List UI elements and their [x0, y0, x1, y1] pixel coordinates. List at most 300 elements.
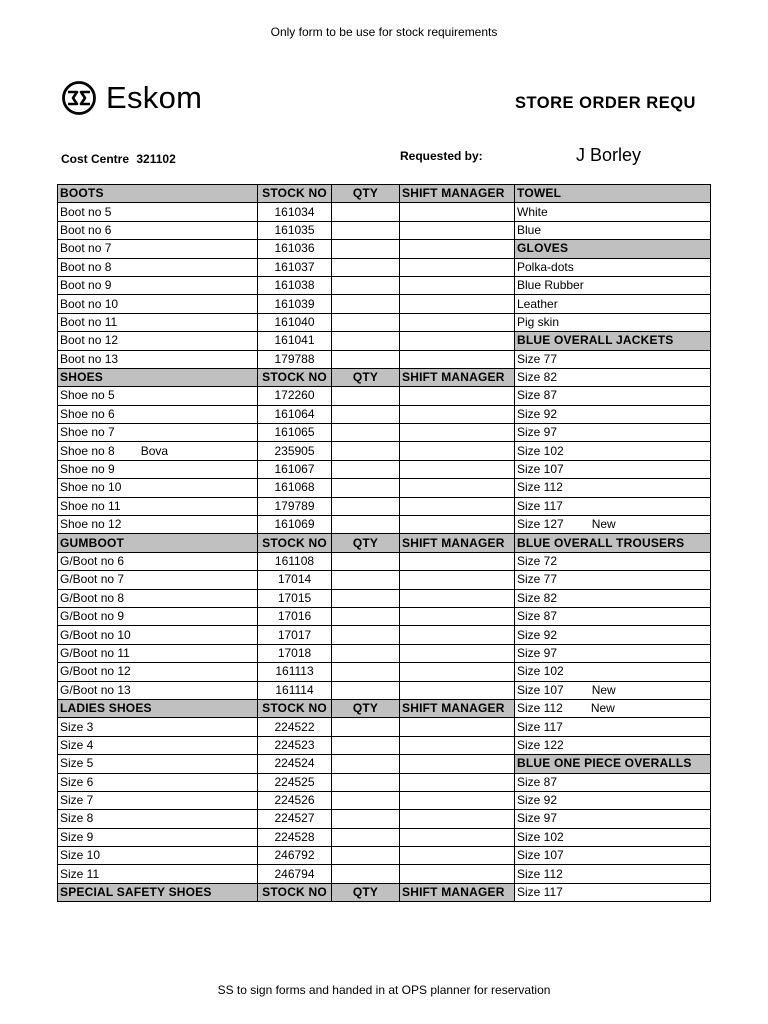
shift-manager-cell[interactable] [400, 571, 515, 589]
stock-no-cell: 161038 [258, 276, 332, 294]
qty-cell[interactable] [332, 663, 400, 681]
right-item-name [515, 883, 711, 901]
qty-cell[interactable] [332, 479, 400, 497]
stock-no-cell: 224526 [258, 791, 332, 809]
qty-cell[interactable] [332, 258, 400, 276]
brand-name: Eskom [106, 80, 203, 115]
item-label: Size 6 [60, 774, 94, 789]
stock-no-cell: 161108 [258, 552, 332, 570]
qty-cell[interactable] [332, 221, 400, 239]
shift-manager-cell[interactable] [400, 736, 515, 754]
qty-header: QTY [332, 699, 400, 717]
table-row [58, 607, 711, 625]
item-name [58, 571, 258, 589]
right-section-name [515, 755, 711, 773]
item-label: Boot no 6 [60, 222, 112, 237]
stock-no-cell: 224527 [258, 810, 332, 828]
table-row [58, 460, 711, 478]
stock-no-cell: 161040 [258, 313, 332, 331]
table-row [58, 424, 711, 442]
shift-manager-cell[interactable] [400, 626, 515, 644]
right-item-label: Polka-dots [517, 259, 574, 274]
item-label: G/Boot no 6 [60, 554, 125, 568]
table-row [58, 332, 711, 350]
shift-manager-cell[interactable] [400, 479, 515, 497]
item-label: Boot no 8 [60, 259, 112, 274]
right-item-label: Size 77 [517, 572, 558, 587]
item-name [58, 221, 258, 239]
qty-cell[interactable] [332, 847, 400, 865]
eskom-logo-icon [62, 81, 100, 115]
qty-cell[interactable] [332, 755, 400, 773]
right-item-label: Size 97 [517, 425, 558, 440]
cost-centre [61, 152, 180, 166]
right-item-name [515, 442, 711, 460]
right-item-label: Size 92 [517, 793, 558, 808]
table-row [58, 313, 711, 331]
stock-no-header: STOCK NO [258, 534, 332, 552]
right-item-label: Size 107 [517, 462, 564, 477]
qty-cell[interactable] [332, 681, 400, 699]
stock-no-cell: 17017 [258, 626, 332, 644]
shift-manager-cell[interactable] [400, 276, 515, 294]
right-item-name [515, 571, 711, 589]
shift-manager-cell[interactable] [400, 424, 515, 442]
item-label: Shoe no 5 [60, 388, 115, 403]
item-label: G/Boot no 8 [60, 590, 125, 605]
right-item-label: Size 97 [517, 811, 558, 826]
item-name [58, 736, 258, 754]
shift-manager-cell[interactable] [400, 865, 515, 883]
item-label: BOOTS [60, 186, 104, 201]
shift-manager-cell[interactable] [400, 203, 515, 221]
right-item-name [515, 276, 711, 294]
stock-no-cell: 235905 [258, 442, 332, 460]
right-item-name [515, 387, 711, 405]
item-name [58, 644, 258, 662]
right-item-name [515, 552, 711, 570]
table-row [58, 276, 711, 294]
item-name [58, 755, 258, 773]
shift-manager-cell[interactable] [400, 221, 515, 239]
right-item-label: Size 72 [517, 554, 558, 568]
item-label: SPECIAL SAFETY SHOES [60, 885, 212, 900]
item-label: G/Boot no 11 [60, 645, 130, 660]
table-row [58, 847, 711, 865]
table-row [58, 810, 711, 828]
stock-no-cell: 161114 [258, 681, 332, 699]
section-header-row [58, 699, 711, 717]
stock-no-cell: 224522 [258, 718, 332, 736]
qty-cell[interactable] [332, 387, 400, 405]
right-item-name [515, 589, 711, 607]
item-name [58, 295, 258, 313]
item-label: Shoe no 6 [60, 406, 115, 421]
right-item-label: BLUE ONE PIECE OVERALLS [517, 756, 692, 771]
item-name [58, 479, 258, 497]
right-item-label: BLUE OVERALL JACKETS [517, 333, 674, 348]
shift-manager-header: SHIFT MANAGER [400, 883, 515, 901]
table-row [58, 516, 711, 534]
shift-manager-header: SHIFT MANAGER [400, 699, 515, 717]
right-item-label: GLOVES [517, 241, 569, 256]
item-label: LADIES SHOES [60, 701, 152, 716]
right-item-label: Size 102 [517, 443, 564, 458]
item-label: Boot no 10 [60, 296, 119, 311]
item-label: Boot no 7 [60, 241, 112, 256]
new-badge: New [591, 517, 616, 532]
item-name [58, 552, 258, 570]
table-row [58, 681, 711, 699]
right-item-label: Size 122 [517, 737, 564, 752]
right-item-name [515, 203, 711, 221]
right-item-name [515, 828, 711, 846]
right-item-name [515, 699, 711, 717]
table-row [58, 589, 711, 607]
shift-manager-cell[interactable] [400, 644, 515, 662]
table-row [58, 773, 711, 791]
right-section-name [515, 332, 711, 350]
stock-no-cell: 161068 [258, 479, 332, 497]
qty-cell[interactable] [332, 332, 400, 350]
item-label: Shoe no 9 [60, 462, 115, 477]
qty-cell[interactable] [332, 718, 400, 736]
stock-no-cell: 161067 [258, 460, 332, 478]
right-item-label: Size 102 [517, 664, 564, 679]
shift-manager-cell[interactable] [400, 810, 515, 828]
right-item-label: BLUE OVERALL TROUSERS [517, 535, 685, 550]
qty-cell[interactable] [332, 516, 400, 534]
qty-cell[interactable] [332, 240, 400, 258]
item-name [58, 865, 258, 883]
table-row [58, 552, 711, 570]
right-item-label: Size 87 [517, 388, 558, 403]
qty-cell[interactable] [332, 442, 400, 460]
item-name [58, 497, 258, 515]
table-row [58, 865, 711, 883]
new-badge: New [591, 682, 616, 697]
stock-no-cell: 179789 [258, 497, 332, 515]
right-item-name [515, 718, 711, 736]
qty-cell[interactable] [332, 460, 400, 478]
table-row [58, 240, 711, 258]
right-item-name [515, 221, 711, 239]
qty-header: QTY [332, 185, 400, 203]
right-item-label: Size 117 [517, 498, 563, 513]
item-name [58, 516, 258, 534]
stock-no-cell: 161069 [258, 516, 332, 534]
item-label: Shoe no 11 [60, 498, 121, 513]
shift-manager-cell[interactable] [400, 773, 515, 791]
shift-manager-cell[interactable] [400, 313, 515, 331]
table-row [58, 718, 711, 736]
stock-no-header: STOCK NO [258, 185, 332, 203]
table-row [58, 497, 711, 515]
item-name [58, 607, 258, 625]
right-item-label: Size 82 [517, 590, 558, 605]
table-row [58, 755, 711, 773]
section-name [58, 699, 258, 717]
item-label: Size 3 [60, 719, 94, 734]
item-label: Boot no 9 [60, 278, 112, 293]
shift-manager-cell[interactable] [400, 295, 515, 313]
shift-manager-cell[interactable] [400, 387, 515, 405]
stock-no-cell: 224523 [258, 736, 332, 754]
right-item-name [515, 405, 711, 423]
item-label: Size 11 [60, 866, 100, 881]
section-header-row [58, 368, 711, 386]
stock-no-cell: 246792 [258, 847, 332, 865]
stock-no-cell: 17016 [258, 607, 332, 625]
right-item-name [515, 497, 711, 515]
shift-manager-header: SHIFT MANAGER [400, 534, 515, 552]
eskom-logo [62, 80, 202, 116]
table-row [58, 736, 711, 754]
qty-cell[interactable] [332, 626, 400, 644]
stock-no-cell: 224525 [258, 773, 332, 791]
item-name [58, 313, 258, 331]
qty-cell[interactable] [332, 571, 400, 589]
qty-cell[interactable] [332, 865, 400, 883]
table-row [58, 295, 711, 313]
section-name [58, 883, 258, 901]
stock-no-cell: 17015 [258, 589, 332, 607]
shift-manager-cell[interactable] [400, 405, 515, 423]
shift-manager-header: SHIFT MANAGER [400, 368, 515, 386]
qty-cell[interactable] [332, 644, 400, 662]
right-item-label: Size 97 [517, 645, 558, 660]
item-name [58, 276, 258, 294]
item-note: Bova [140, 443, 169, 458]
item-label: G/Boot no 12 [60, 664, 131, 679]
section-header-row [58, 534, 711, 552]
item-label: Size 5 [60, 756, 94, 771]
shift-manager-cell[interactable] [400, 516, 515, 534]
right-item-name [515, 644, 711, 662]
stock-order-table [57, 184, 711, 902]
item-name [58, 258, 258, 276]
section-header-row [58, 185, 711, 203]
right-item-label: White [517, 204, 548, 219]
right-item-label: Size 127 [517, 517, 564, 532]
item-label: Size 9 [60, 829, 94, 844]
right-item-label: Size 112 [517, 866, 563, 881]
right-item-name [515, 626, 711, 644]
shift-manager-header: SHIFT MANAGER [400, 185, 515, 203]
shift-manager-cell[interactable] [400, 240, 515, 258]
right-item-label: Size 102 [517, 829, 564, 844]
right-item-name [515, 773, 711, 791]
qty-cell[interactable] [332, 313, 400, 331]
item-name [58, 442, 258, 460]
item-label: G/Boot no 10 [60, 627, 131, 642]
right-item-label: Size 107 [517, 682, 564, 697]
table-row [58, 626, 711, 644]
requested-by-label: Requested by: [400, 149, 483, 163]
stock-no-cell: 161035 [258, 221, 332, 239]
table-row [58, 479, 711, 497]
item-label: Boot no 13 [60, 351, 119, 366]
table-row [58, 258, 711, 276]
right-item-label: Size 92 [517, 627, 558, 642]
section-name [58, 534, 258, 552]
item-name [58, 828, 258, 846]
qty-cell[interactable] [332, 276, 400, 294]
qty-cell[interactable] [332, 607, 400, 625]
item-name [58, 718, 258, 736]
shift-manager-cell[interactable] [400, 755, 515, 773]
item-name [58, 387, 258, 405]
shift-manager-cell[interactable] [400, 718, 515, 736]
qty-cell[interactable] [332, 589, 400, 607]
right-item-name [515, 313, 711, 331]
right-item-name [515, 607, 711, 625]
item-name [58, 424, 258, 442]
shift-manager-cell[interactable] [400, 607, 515, 625]
stock-no-cell: 161064 [258, 405, 332, 423]
right-item-name [515, 681, 711, 699]
table-row [58, 442, 711, 460]
item-name [58, 589, 258, 607]
shift-manager-cell[interactable] [400, 589, 515, 607]
right-item-label: Pig skin [517, 314, 560, 329]
qty-cell[interactable] [332, 203, 400, 221]
stock-no-cell: 161034 [258, 203, 332, 221]
section-header-row [58, 883, 711, 901]
item-label: G/Boot no 7 [60, 572, 125, 587]
right-item-name [515, 865, 711, 883]
cost-centre-value: 321102 [136, 152, 176, 166]
item-label: G/Boot no 9 [60, 609, 125, 624]
right-section-name [515, 240, 711, 258]
table-row [58, 405, 711, 423]
shift-manager-cell[interactable] [400, 460, 515, 478]
qty-cell[interactable] [332, 295, 400, 313]
right-item-label: Blue [517, 222, 542, 237]
item-label: Shoe no 12 [60, 517, 122, 532]
qty-cell[interactable] [332, 552, 400, 570]
shift-manager-cell[interactable] [400, 497, 515, 515]
shift-manager-cell[interactable] [400, 828, 515, 846]
shift-manager-cell[interactable] [400, 442, 515, 460]
right-item-label: Size 87 [517, 609, 558, 624]
item-name [58, 791, 258, 809]
right-item-label: Size 117 [517, 885, 563, 900]
table-row [58, 203, 711, 221]
right-item-label: Size 87 [517, 774, 558, 789]
qty-cell[interactable] [332, 350, 400, 368]
qty-cell[interactable] [332, 810, 400, 828]
item-name [58, 203, 258, 221]
right-item-label: Size 82 [517, 370, 558, 385]
qty-cell[interactable] [332, 736, 400, 754]
item-label: Boot no 5 [60, 204, 112, 219]
qty-cell[interactable] [332, 773, 400, 791]
stock-no-cell: 161065 [258, 424, 332, 442]
right-item-label: Size 92 [517, 406, 558, 421]
right-item-label: Size 112 [517, 701, 563, 716]
qty-cell[interactable] [332, 405, 400, 423]
right-item-name [515, 663, 711, 681]
table-row [58, 644, 711, 662]
stock-no-cell: 161041 [258, 332, 332, 350]
stock-no-cell: 246794 [258, 865, 332, 883]
shift-manager-cell[interactable] [400, 681, 515, 699]
right-item-name [515, 295, 711, 313]
requested-by-name: J Borley [576, 145, 642, 165]
item-name [58, 847, 258, 865]
shift-manager-cell[interactable] [400, 847, 515, 865]
stock-no-cell: 172260 [258, 387, 332, 405]
item-label: Shoe no 7 [60, 425, 115, 440]
right-item-name [515, 350, 711, 368]
shift-manager-cell[interactable] [400, 552, 515, 570]
right-item-name [515, 258, 711, 276]
shift-manager-cell[interactable] [400, 258, 515, 276]
shift-manager-cell[interactable] [400, 791, 515, 809]
right-item-label: Size 117 [517, 719, 563, 734]
right-item-name [515, 516, 711, 534]
new-badge: New [590, 701, 615, 716]
right-section-name [515, 185, 711, 203]
item-label: Shoe no 10 [60, 480, 122, 495]
shift-manager-cell[interactable] [400, 350, 515, 368]
item-name [58, 405, 258, 423]
stock-no-cell: 161037 [258, 258, 332, 276]
qty-header: QTY [332, 534, 400, 552]
qty-cell[interactable] [332, 424, 400, 442]
item-label: Size 8 [60, 811, 94, 826]
right-item-name [515, 368, 711, 386]
form-title: STORE ORDER REQU [515, 94, 696, 112]
right-item-label: Size 112 [517, 480, 563, 495]
stock-no-header: STOCK NO [258, 883, 332, 901]
right-item-label: Size 77 [517, 351, 558, 366]
right-section-name [515, 534, 711, 552]
item-name [58, 460, 258, 478]
stock-no-cell: 224524 [258, 755, 332, 773]
qty-cell[interactable] [332, 828, 400, 846]
item-name [58, 332, 258, 350]
shift-manager-cell[interactable] [400, 663, 515, 681]
item-label: Size 10 [60, 848, 101, 863]
stock-no-cell: 161039 [258, 295, 332, 313]
item-name [58, 663, 258, 681]
qty-cell[interactable] [332, 791, 400, 809]
stock-no-cell: 179788 [258, 350, 332, 368]
stock-no-cell: 161113 [258, 663, 332, 681]
table-row [58, 350, 711, 368]
section-name [58, 185, 258, 203]
stock-no-cell: 224528 [258, 828, 332, 846]
right-item-name [515, 736, 711, 754]
table-row [58, 791, 711, 809]
shift-manager-cell[interactable] [400, 332, 515, 350]
right-item-name [515, 479, 711, 497]
right-item-name [515, 847, 711, 865]
table-row [58, 387, 711, 405]
item-label: Size 7 [60, 793, 94, 808]
item-label: G/Boot no 13 [60, 682, 131, 697]
item-label: Size 4 [60, 737, 94, 752]
table-row [58, 221, 711, 239]
item-name [58, 626, 258, 644]
right-item-name [515, 460, 711, 478]
right-item-label: Leather [517, 296, 558, 311]
item-label: Boot no 12 [60, 333, 119, 348]
qty-cell[interactable] [332, 497, 400, 515]
table-row [58, 828, 711, 846]
